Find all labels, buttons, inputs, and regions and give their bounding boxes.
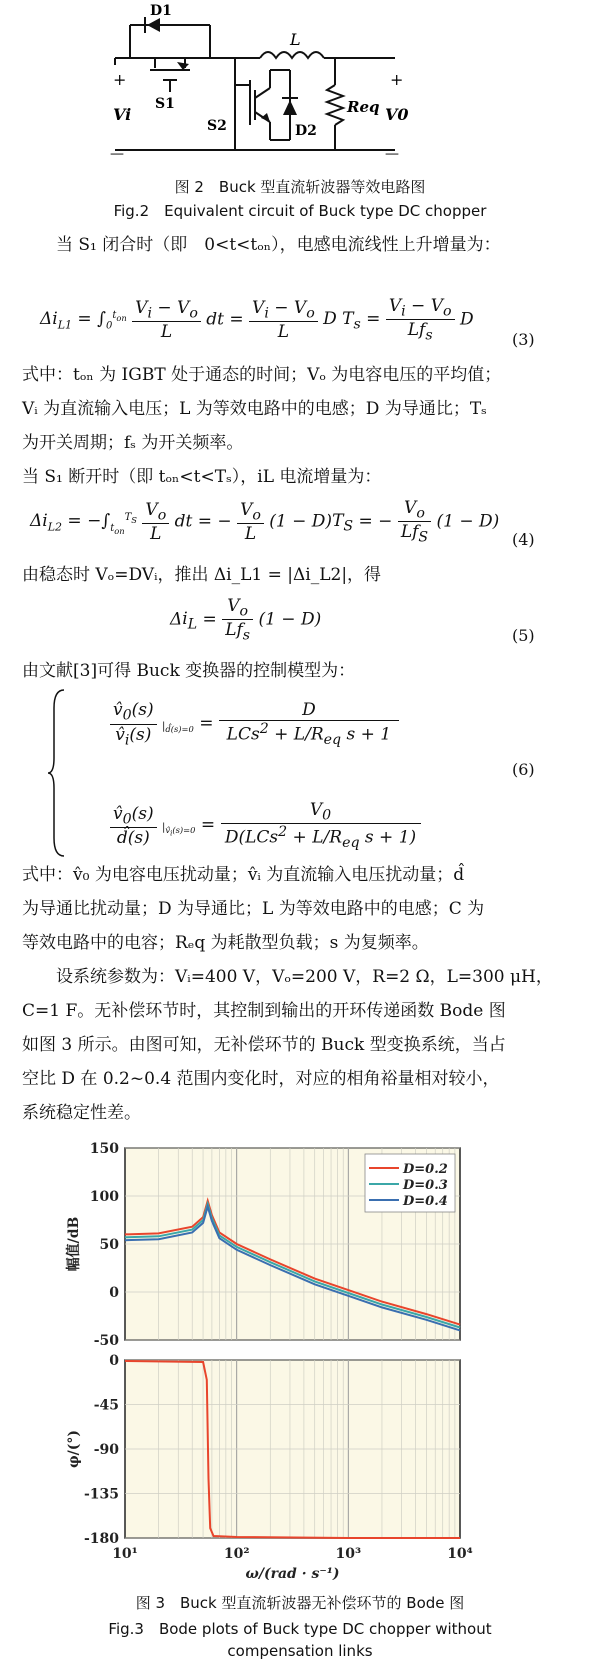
circuit-diagram xyxy=(95,0,425,170)
x-tick-label: 10² xyxy=(223,1546,250,1562)
paragraph-2-line1: 式中：tₒₙ 为 IGBT 处于通态的时间；Vₒ 为电容电压的平均值； xyxy=(22,365,502,385)
fig3-caption-en-1: Fig.3 Bode plots of Buck type DC chopper without xyxy=(108,1620,492,1638)
y-tick-label: 150 xyxy=(89,1141,119,1157)
label-s2: S2 xyxy=(207,118,227,134)
equation-4: $\Delta i_{L2} = -\int_{t_{on}}^{T_S}$ $\frac{V_o}{L}$ dt = − $\frac{V_o}{L}$ $(1 - D)T_S$ = − $\frac{V_o}{Lf_S}$ (1 − D) xyxy=(30,498,500,546)
x-tick-label: 10⁴ xyxy=(447,1546,473,1562)
equation-3: $\Delta i_{L1} = \int_0^{t_{on}}$ $\frac{V_i - V_o}{L}$ dt = $\frac{V_i - V_o}{L}$ D $T_s$ = $\frac{V_i - V_o}{Lf_s}$ D xyxy=(40,296,474,344)
label-req: Req xyxy=(347,98,380,116)
paragraph-6-line1: 式中：v̂₀ 为电容电压扰动量；v̂ᵢ 为直流输入电压扰动量；d̂ xyxy=(22,865,465,885)
y-tick-label: -135 xyxy=(83,1486,119,1503)
paragraph-6-line2: 为导通比扰动量；D 为导通比；L 为等效电路中的电感；C 为 xyxy=(22,899,485,919)
label-vi: Vi xyxy=(113,105,132,124)
paragraph-7-line2: C=1 F。无补偿环节时，其控制到输出的开环传递函数 Bode 图 xyxy=(22,1001,506,1021)
label-l: L xyxy=(290,30,301,49)
bode-chart xyxy=(60,1140,480,1580)
label-minus-right: — xyxy=(385,146,399,162)
legend-label: D=0.3 xyxy=(403,1178,448,1193)
paragraph-5: 由文献[3]可得 Buck 变换器的控制模型为： xyxy=(22,661,356,681)
y-tick-label: 0 xyxy=(109,1353,119,1369)
legend-label: D=0.2 xyxy=(403,1162,448,1177)
label-d2: D2 xyxy=(295,123,317,139)
y-tick-label: -90 xyxy=(93,1442,119,1458)
y-tick-label: -45 xyxy=(93,1397,119,1414)
paragraph-3: 当 S₁ 断开时（即 tₒₙ<t<Tₛ），iL 电流增量为： xyxy=(22,467,382,487)
x-tick-label: 10¹ xyxy=(112,1546,138,1562)
eq4-number: (4) xyxy=(512,530,535,549)
y-axis-label: 幅值/dB xyxy=(66,1216,82,1272)
paragraph-4: 由稳态时 Vₒ=DVᵢ，推出 Δi_L1 = |Δi_L2|，得 xyxy=(22,565,382,585)
eq3-number: (3) xyxy=(512,330,535,349)
paragraph-2-line2: Vᵢ 为直流输入电压；L 为等效电路中的电感；D 为导通比；Tₛ xyxy=(22,399,487,419)
paragraph-2-line3: 为开关周期；fₛ 为开关频率。 xyxy=(22,433,244,453)
eq6-brace xyxy=(48,688,68,858)
equation-6b: $\frac{v̂_0(s)}{d̂(s)}$ $|_{v̂_i(s)=0}$ = $\frac{V_0}{D(LCs^2 + L/R_{eq} s + 1)}$ xyxy=(110,800,530,851)
label-d1: D1 xyxy=(150,3,172,19)
label-plus-right: + xyxy=(390,70,404,89)
x-axis-label: ω/(rad · s⁻¹) xyxy=(245,1566,340,1580)
eq5-number: (5) xyxy=(512,626,535,645)
x-tick-label: 10³ xyxy=(335,1546,362,1562)
label-vo: V0 xyxy=(385,105,409,124)
y-axis-label: φ/(°) xyxy=(66,1429,82,1469)
paragraph-6-line3: 等效电路中的电容；Rₑq 为耗散型负载；s 为复频率。 xyxy=(22,933,429,953)
label-plus-left: + xyxy=(113,70,127,89)
paragraph-7-line1: 设系统参数为：Vᵢ=400 V，Vₒ=200 V，R=2 Ω，L=300 μH， xyxy=(22,967,553,987)
paragraph-7-line4: 空比 D 在 0.2~0.4 范围内变化时，对应的相角裕量相对较小， xyxy=(22,1069,500,1089)
fig2-caption-cn: 图 2 Buck 型直流斩波器等效电路图 xyxy=(174,178,426,196)
y-tick-label: -50 xyxy=(93,1333,119,1349)
label-minus-left: — xyxy=(110,146,124,162)
label-s1: S1 xyxy=(155,96,175,112)
legend-label: D=0.4 xyxy=(403,1194,448,1209)
fig3-caption-en-2: compensation links xyxy=(227,1642,373,1660)
equation-6a: $\frac{v̂_0(s)}{v̂_i(s)}$ $|_{d̂(s)=0}$ = $\frac{D}{LCs^2 + L/R_{eq} s + 1}$ xyxy=(110,700,530,748)
paragraph-7-line3: 如图 3 所示。由图可知，无补偿环节的 Buck 型变换系统，当占 xyxy=(22,1035,506,1055)
y-tick-label: 100 xyxy=(89,1189,119,1205)
fig3-caption-cn: 图 3 Buck 型直流斩波器无补偿环节的 Bode 图 xyxy=(135,1594,465,1612)
eq6-number: (6) xyxy=(512,760,535,779)
y-tick-label: 50 xyxy=(99,1237,119,1253)
paragraph-7-line5: 系统稳定性差。 xyxy=(22,1103,141,1123)
y-tick-label: 0 xyxy=(109,1285,119,1301)
paragraph-1: 当 S₁ 闭合时（即 0<t<tₒₙ），电感电流线性上升增量为： xyxy=(56,235,501,255)
fig2-caption-en: Fig.2 Equivalent circuit of Buck type DC chopper xyxy=(113,202,487,220)
equation-5: $\Delta i_L$ = $\frac{V_o}{Lf_s}$ (1 − D) xyxy=(170,596,322,644)
y-tick-label: -180 xyxy=(83,1531,119,1547)
